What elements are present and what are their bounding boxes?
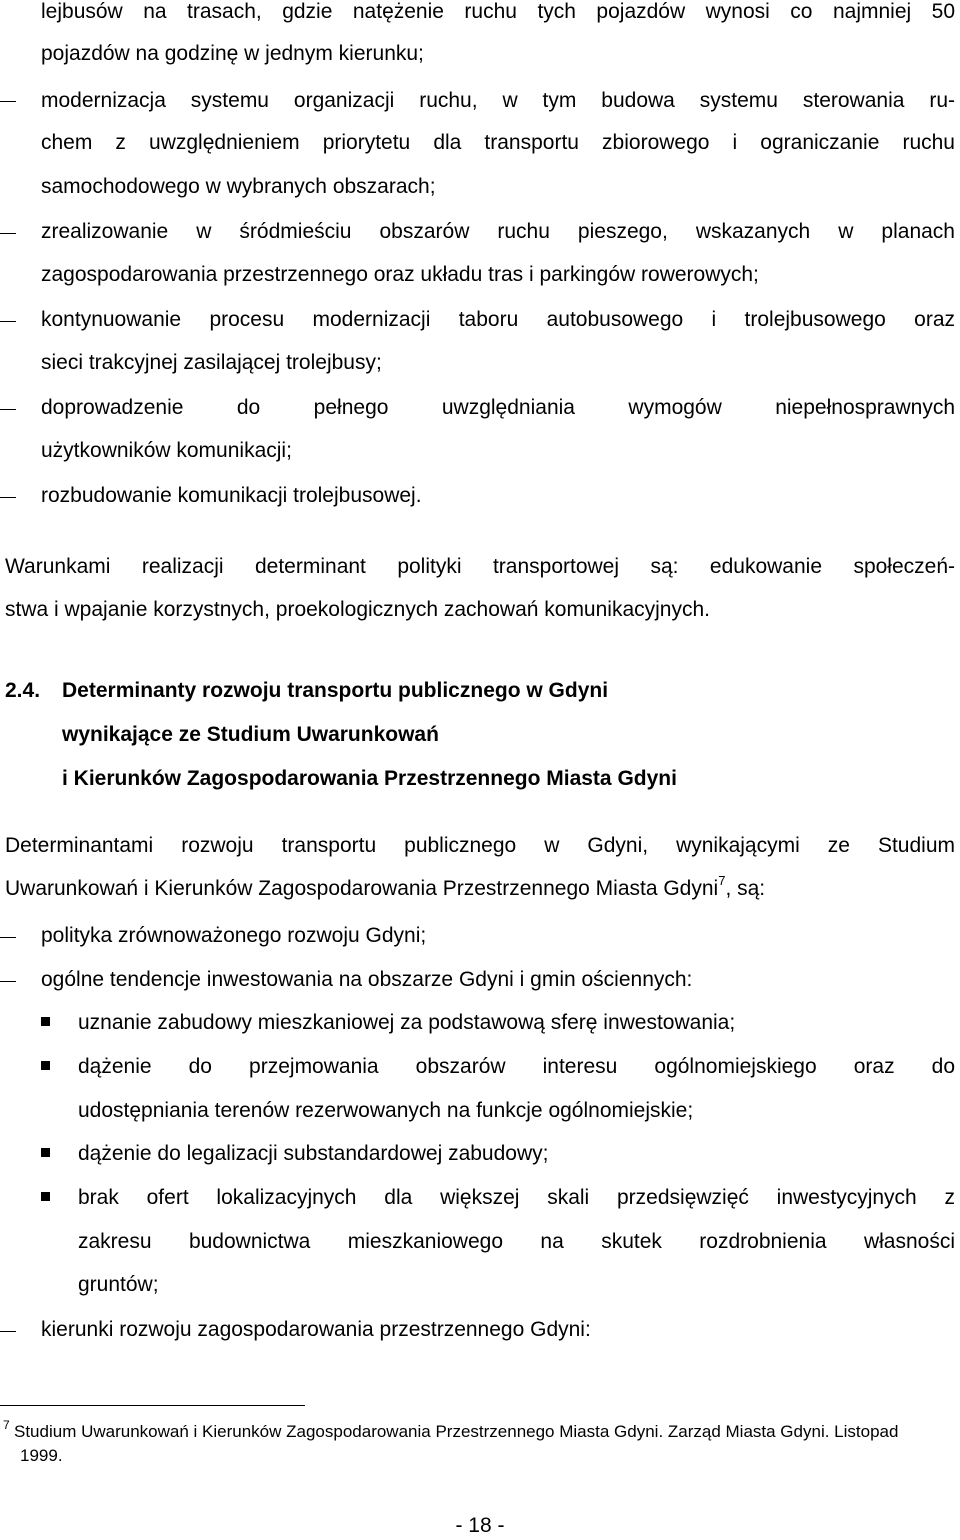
sublist-item-line: brak ofert lokalizacyjnych dla większej skali przedsięwzięć inwestycyjnych z — [78, 1186, 955, 1209]
section-title-line: wynikające ze Studium Uwarunkowań — [62, 723, 439, 746]
footnote-text: Studium Uwarunkowań i Kierunków Zagospodarowania Przestrzennego Miasta Gdyni. Zarząd Miasta Gdyni. Listopad — [14, 1422, 899, 1441]
sublist-item-line: gruntów; — [78, 1273, 159, 1296]
square-bullet — [41, 1061, 50, 1070]
sublist-item-line: zakresu budownictwa mieszkaniowego na skutek rozdrobnienia własności — [78, 1230, 955, 1253]
list-item-line: modernizacja systemu organizacji ruchu, w tym budowa systemu sterowania ru- — [41, 89, 955, 112]
sublist-item-line: dążenie do legalizacji substandardowej zabudowy; — [78, 1142, 549, 1165]
list-item-line: zagospodarowania przestrzennego oraz układu tras i parkingów rowerowych; — [41, 263, 759, 286]
text-line: pojazdów na godzinę w jednym kierunku; — [41, 42, 424, 65]
section-title-line: Determinanty rozwoju transportu publicznego w Gdyni — [62, 679, 609, 702]
dash-bullet — [0, 101, 16, 102]
section-number: 2.4. — [5, 679, 41, 702]
section-title-line: i Kierunków Zagospodarowania Przestrzennego Miasta Gdyni — [62, 767, 677, 790]
sublist-item-line: uznanie zabudowy mieszkaniowej za podstawową sferę inwestowania; — [78, 1011, 736, 1034]
footnote-mark: 7 — [3, 1418, 10, 1432]
paragraph-line: Uwarunkowań i Kierunków Zagospodarowania Przestrzennego Miasta Gdyni$^7$, są: — [5, 873, 766, 900]
paragraph-line: Determinantami rozwoju transportu publicznego w Gdyni, wynikającymi ze Studium — [5, 834, 955, 857]
page-number: - 18 - — [455, 1514, 505, 1537]
square-bullet — [41, 1017, 50, 1026]
square-bullet — [41, 1148, 50, 1157]
dash-bullet — [0, 409, 16, 410]
list-item-line: kierunki rozwoju zagospodarowania przestrzennego Gdyni: — [41, 1318, 591, 1341]
square-bullet — [41, 1192, 50, 1201]
list-item-line: zrealizowanie w śródmieściu obszarów ruchu pieszego, wskazanych w planach — [41, 220, 955, 243]
dash-bullet — [0, 1331, 16, 1332]
sublist-item-line: udostępniania terenów rezerwowanych na funkcje ogólnomiejskie; — [78, 1099, 694, 1122]
list-item-line: kontynuowanie procesu modernizacji taboru autobusowego i trolejbusowego oraz — [41, 308, 955, 331]
list-item-line: użytkowników komunikacji; — [41, 439, 292, 462]
list-item-line: doprowadzenie do pełnego uwzględniania wymogów niepełnosprawnych — [41, 396, 955, 419]
list-item-line: rozbudowanie komunikacji trolejbusowej. — [41, 484, 422, 507]
footnote-separator — [0, 1405, 305, 1406]
list-item-line: ogólne tendencje inwestowania na obszarze Gdyni i gmin ościennych: — [41, 968, 693, 991]
sublist-item-line: dążenie do przejmowania obszarów interesu ogólnomiejskiego oraz do — [78, 1055, 955, 1078]
footnote-text: 1999. — [20, 1446, 63, 1465]
list-item-line: chem z uwzględnieniem priorytetu dla transportu zbiorowego i ograniczanie ruchu — [41, 131, 955, 154]
paragraph-line: stwa i wpajanie korzystnych, proekologicznych zachowań komunikacyjnych. — [5, 598, 710, 621]
text-line: lejbusów na trasach, gdzie natężenie ruchu tych pojazdów wynosi co najmniej 50 — [41, 0, 955, 23]
dash-bullet — [0, 233, 16, 234]
dash-bullet — [0, 981, 16, 982]
dash-bullet — [0, 497, 16, 498]
list-item-line: sieci trakcyjnej zasilającej trolejbusy; — [41, 351, 382, 374]
list-item-line: samochodowego w wybranych obszarach; — [41, 175, 436, 198]
paragraph-line: Warunkami realizacji determinant polityki transportowej są: edukowanie społeczeń- — [5, 555, 955, 578]
footnote-reference: 7 — [718, 873, 726, 888]
list-item-line: polityka zrównoważonego rozwoju Gdyni; — [41, 924, 427, 947]
dash-bullet — [0, 937, 16, 938]
dash-bullet — [0, 321, 16, 322]
